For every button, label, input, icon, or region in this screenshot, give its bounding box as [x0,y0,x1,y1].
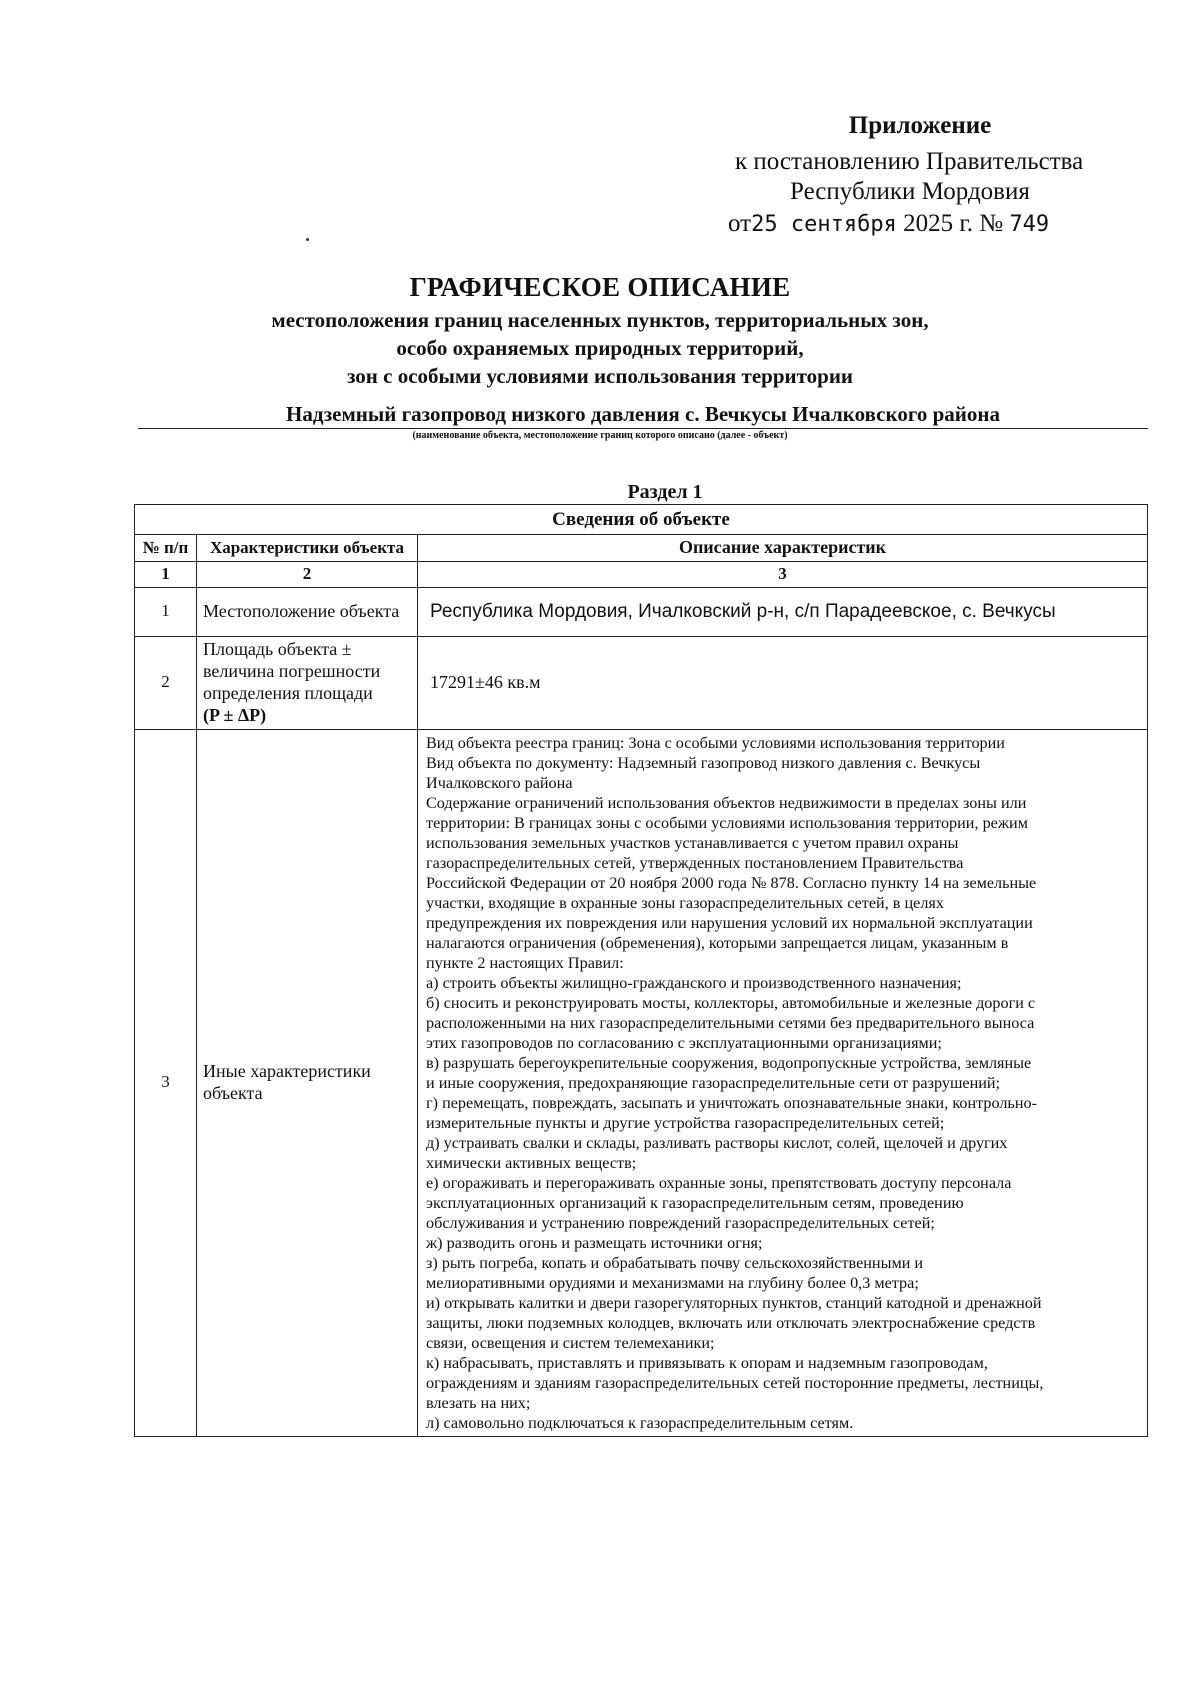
document-subtitle-line-1: местоположения границ населенных пунктов, территориальных зон, [271,308,929,332]
description-line: измерительные пункты и другие устройства газораспределительных сетей; [426,1113,945,1132]
row-value-area: 17291±46 кв.м [418,636,1148,729]
row-characteristic [197,636,418,729]
document-subtitle-line-3: зон с особыми условиями использования территории [346,364,854,388]
document-subtitle-line-2: особо охраняемых природных территорий, [396,336,804,360]
resolution-number: 749 [1009,212,1050,237]
description-line: участки, входящие в охранные зоны газораспределительных сетей, в целях [426,893,944,912]
resolution-year: 2025 г. № [903,210,1004,237]
description-line: Вид объекта реестра границ: Зона с особыми условиями использования территории [426,733,1005,752]
description-line: территории: В границах зоны с особыми условиями использования территории, режим [426,813,1028,832]
row-number: 2 [135,636,197,729]
object-info-table [134,504,1148,1437]
description-line: г) перемещать, повреждать, засыпать и уничтожать опознавательные знаки, контрольно- [426,1093,1037,1112]
description-line: химически активных веществ; [426,1153,637,1172]
description-line: д) устраивать свалки и склады, разливать растворы кислот, солей, щелочей и других [426,1133,1008,1152]
description-line: предупреждения их повреждения или нарушения условий их нормальной эксплуатации [426,913,1033,932]
row-characteristic: Местоположение объекта [197,587,418,636]
description-line: ограждениям и зданиям газораспределительных сетей посторонние предметы, лестницы, [426,1373,1044,1392]
row-number: 3 [135,729,197,1436]
description-line: ж) разводить огонь и размещать источники огня; [426,1233,763,1252]
document-title: ГРАФИЧЕСКОЕ ОПИСАНИЕ [409,272,791,302]
description-line: а) строить объекты жилищно-гражданского и производственного назначения; [426,973,962,992]
scan-speck [306,238,309,241]
object-name: Надземный газопровод низкого давления с. Вечкусы Ичалковского района [138,402,1148,429]
description-line: Ичалковского района [426,773,573,792]
row-value-other-characteristics [418,729,1148,1436]
area-formula: (P ± ΔP) [203,704,267,725]
column-number-1: 1 [135,561,197,587]
description-line: обслуживания и устранению повреждений газораспределительных сетей; [426,1213,935,1232]
date-prefix: от [728,210,752,237]
description-line: пункте 2 настоящих Правил: [426,953,624,972]
description-line: использования земельных участков устанавливается с учетом правил охраны [426,833,959,852]
description-line: з) рыть погреба, копать и обрабатывать почву сельскохозяйственными и [426,1253,924,1272]
description-line: и иные сооружения, предохраняющие газораспределительные сети от разрушений; [426,1073,1001,1092]
description-line: этих газопроводов по согласованию с эксплуатационными организациями; [426,1033,942,1052]
header-num: № п/п [135,535,197,562]
column-number-2: 2 [197,561,418,587]
description-line: защиты, люки подземных колодцев, включать или отключать электроснабжение средств [426,1313,1036,1332]
description-line: к) набрасывать, приставлять и привязывать к опорам и надземным газопроводам, [426,1353,988,1372]
description-line: налагаются ограничения (обременения), которыми запрещается лицам, указанным в [426,933,1009,952]
appendix-resolution-line: к постановлению Правительства [735,148,1084,175]
appendix-date-line [728,210,1148,238]
description-line: е) огораживать и перегораживать охранные зоны, препятствовать доступу персонала [426,1173,1012,1192]
description-line: Вид объекта по документу: Надземный газопровод низкого давления с. Вечкусы [426,753,981,772]
row-characteristic: Иные характеристики объекта [197,729,418,1436]
table-row [135,587,1148,636]
header-description: Описание характеристик [418,535,1148,562]
appendix-government-line: Республики Мордовия [790,178,1030,205]
description-line: расположенными на них газораспределительными сетями без предварительного выноса [426,1013,1035,1032]
column-number-3: 3 [418,561,1148,587]
description-line: эксплуатационных организаций к газораспределительным сетям, проведению [426,1193,964,1212]
description-line: влезать на них; [426,1393,531,1412]
section-title: Раздел 1 [627,481,703,503]
description-line: связи, освещения и систем телемеханики; [426,1333,715,1352]
table-row [135,636,1148,729]
table-row [135,729,1148,1436]
object-name-note: (наименование объекта, местоположение границ которого описано (далее - объект) [412,430,788,441]
description-line: в) разрушать берегоукрепительные сооружения, водопропускные устройства, земляные [426,1053,1032,1072]
row-number: 1 [135,587,197,636]
description-line: б) сносить и реконструировать мосты, коллекторы, автомобильные и железные дороги с [426,993,1036,1012]
row-value-location: Республика Мордовия, Ичалковский р-н, с/п Парадеевское, с. Вечкусы [418,587,1148,636]
resolution-date: 25 сентября [751,212,897,237]
description-line: мелиоративными орудиями и механизмами на глубину более 0,3 метра; [426,1273,919,1292]
description-line: л) самовольно подключаться к газораспределительным сетям. [426,1413,854,1432]
header-characteristic: Характеристики объекта [197,535,418,562]
description-line: газораспределительных сетей, утвержденных постановлением Правительства [426,853,964,872]
description-line: и) открывать калитки и двери газорегуляторных пунктов, станций катодной и дренажной [426,1293,1042,1312]
description-line: Содержание ограничений использования объектов недвижимости в пределах зоны или [426,793,1027,812]
appendix-title: Приложение [848,112,992,139]
description-line: Российской Федерации от 20 ноября 2000 года № 878. Согласно пункту 14 на земельные [426,873,1037,892]
table-caption: Сведения об объекте [135,505,1148,535]
area-label: Площадь объекта ± величина погрешности определения площади [203,638,381,703]
